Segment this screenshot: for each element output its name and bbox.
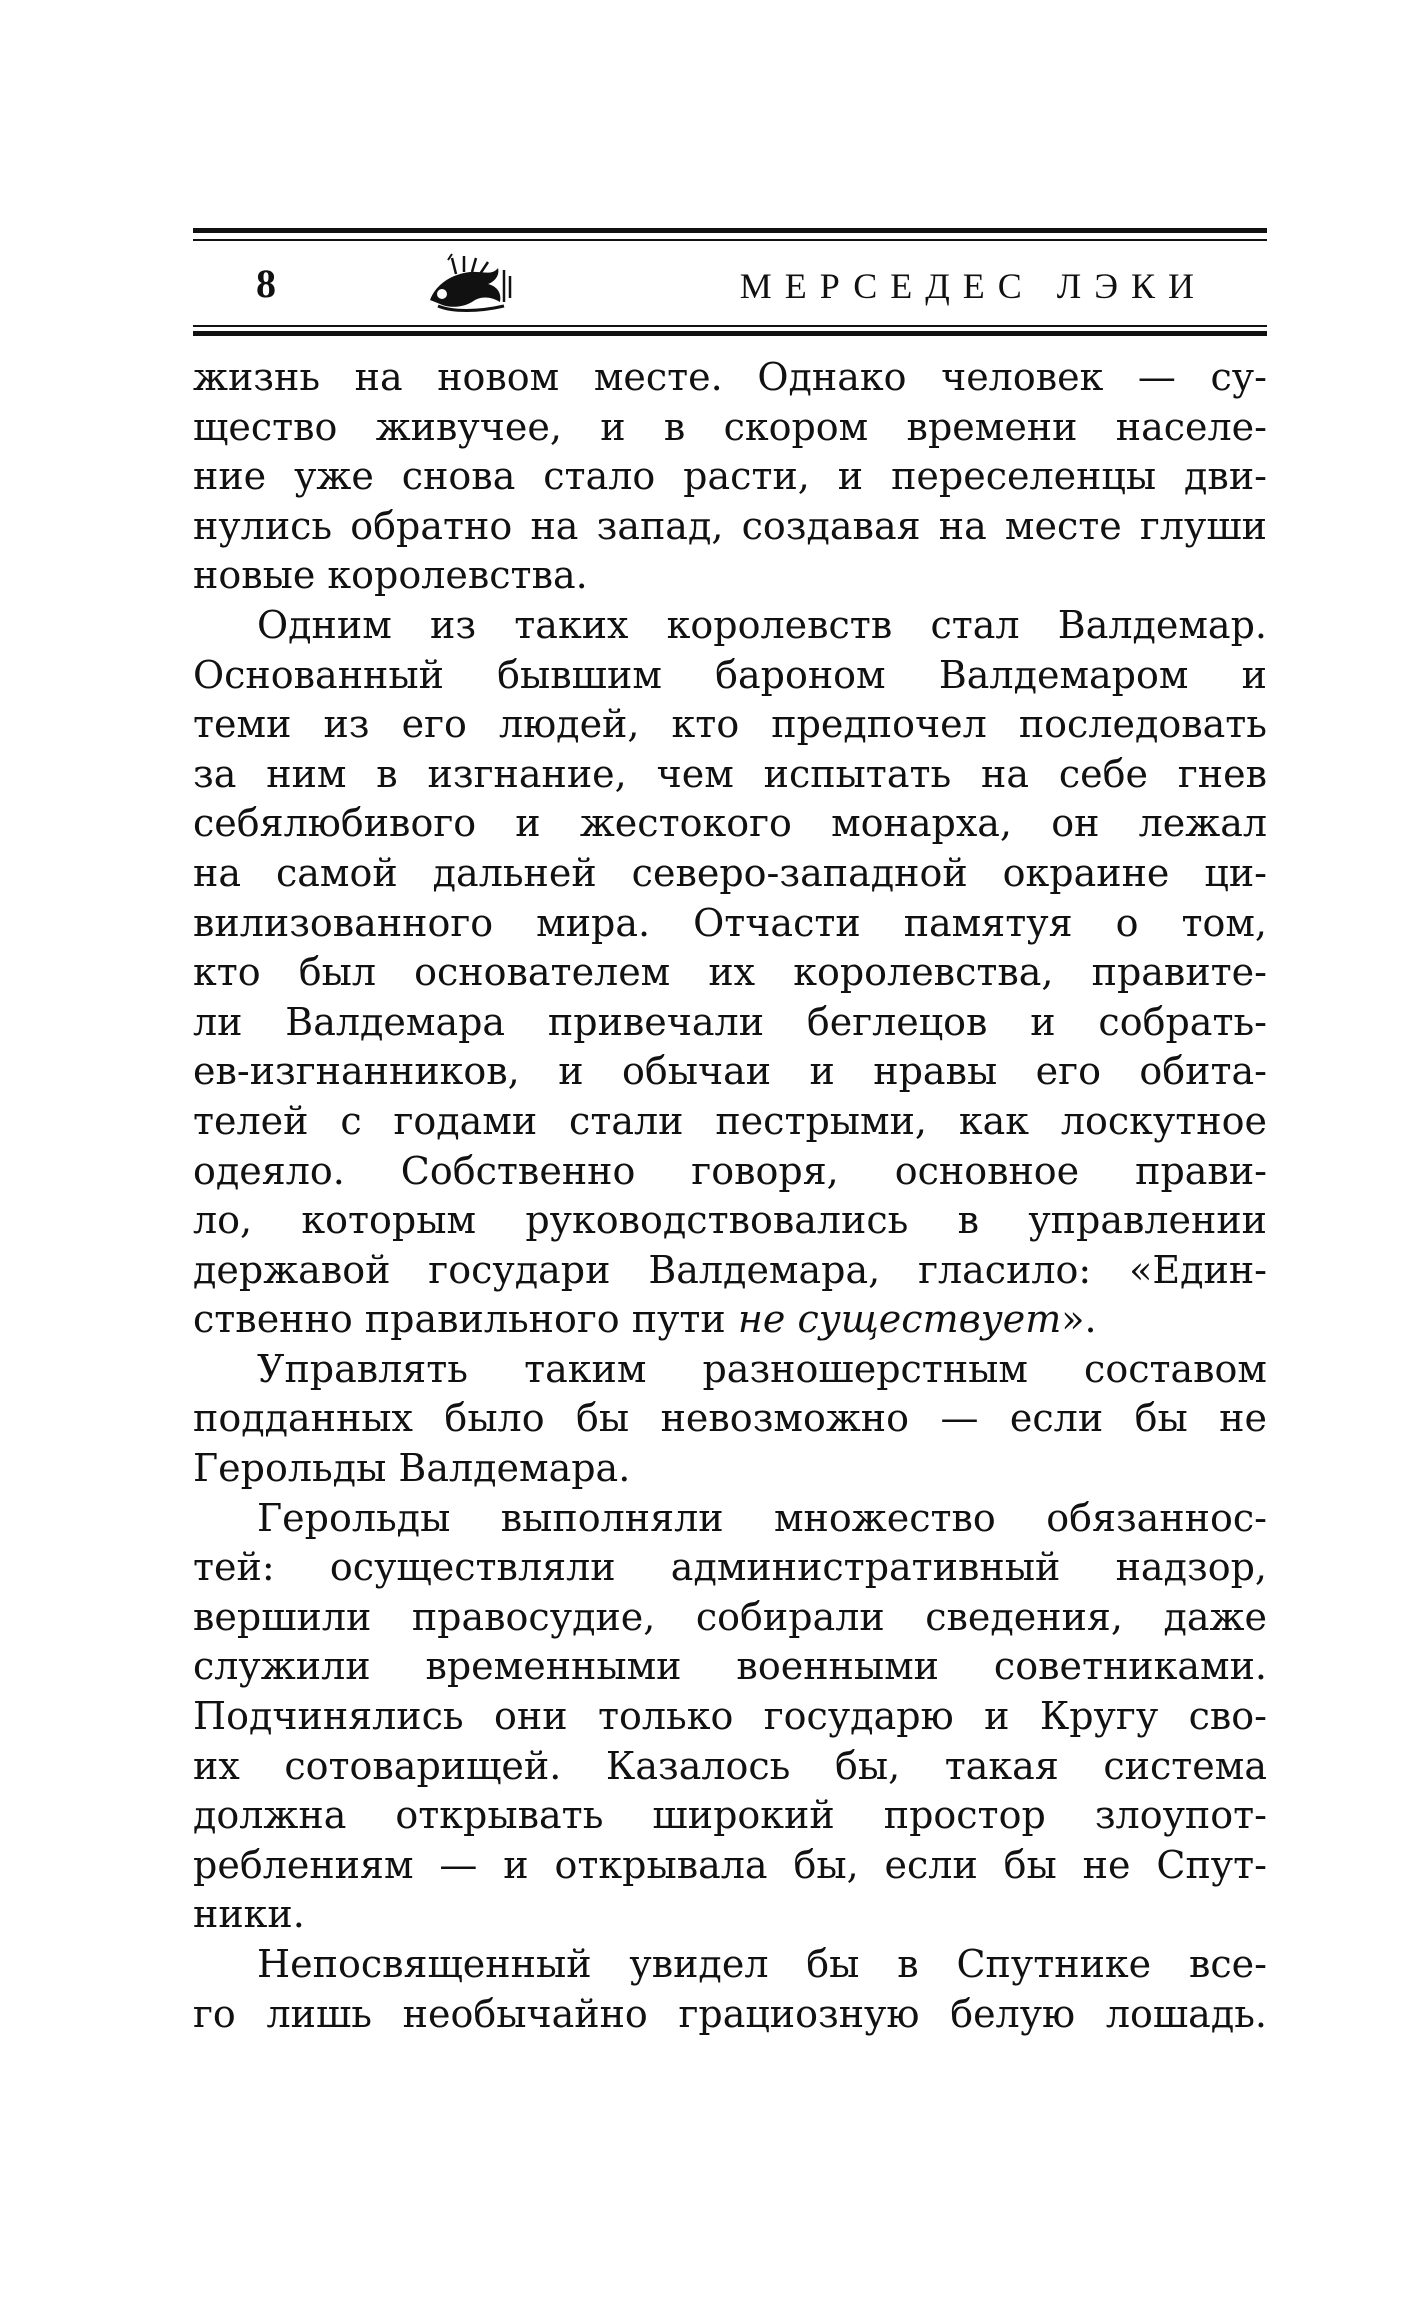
book-page [193, 228, 1267, 2128]
text-line: ли Валдемара привечали беглецов и собрать- [193, 999, 1267, 1044]
text-segment: ». [1061, 1297, 1097, 1342]
text-line: нулись обратно на запад, создавая на месте глуши [193, 503, 1267, 548]
text-line: себялюбивого и жестокого монарха, он лежал [193, 801, 1267, 846]
page-number: 8 [256, 261, 276, 306]
header-rule-top-thin [193, 239, 1267, 241]
paragraph-2 [193, 601, 1267, 1345]
text-line: Управлять таким разношерстным составом [257, 1346, 1267, 1391]
text-line: кто был основателем их королевства, правите- [193, 950, 1267, 995]
paragraph-3 [193, 1345, 1267, 1494]
text-line [193, 1295, 1267, 1345]
header-rule-bottom-thick [193, 331, 1267, 336]
text-line: ние уже снова стало расти, и переселенцы дви- [193, 454, 1267, 499]
paragraph-4 [193, 1494, 1267, 1940]
text-line: Непосвященный увидел бы в Спутнике все- [257, 1942, 1267, 1986]
text-line: ники. [193, 1892, 305, 1937]
header-rule-bottom-thin [193, 325, 1267, 327]
text-segment: ственно правильного пути [193, 1297, 738, 1342]
text-line: го лишь необычайно грациозную белую лошадь. [193, 1991, 1267, 2036]
text-line: тей: осуществляли административный надзор, [193, 1545, 1267, 1590]
text-line: Одним из таких королевств стал Валдемар. [257, 602, 1267, 647]
text-line: державой государи Валдемара, гласило: «Един- [193, 1247, 1267, 1292]
text-line: служили временными военными советниками. [193, 1644, 1267, 1689]
text-line: новые королевства. [193, 553, 588, 598]
text-line: Герольды Валдемара. [193, 1446, 631, 1491]
text-line: должна открывать широкий простор злоупот- [193, 1793, 1267, 1838]
text-line: щество живучее, и в скором времени населе- [193, 404, 1267, 449]
paragraph-5 [193, 1940, 1267, 2039]
body-text [193, 353, 1267, 2039]
text-line: ев-изгнанников, и обычаи и нравы его обита- [193, 1049, 1267, 1094]
text-line: одеяло. Собственно говоря, основное прави- [193, 1148, 1267, 1193]
paragraph-1 [193, 353, 1267, 601]
text-line: теми из его людей, кто предпочел последовать [193, 702, 1267, 747]
running-head [193, 254, 1267, 316]
text-line: ло, которым руководствовались в управлении [193, 1198, 1267, 1243]
text-line: их сотоварищей. Казалось бы, такая система [193, 1743, 1267, 1788]
text-line: жизнь на новом месте. Однако человек — су- [193, 355, 1267, 399]
text-line: вершили правосудие, собирали сведения, даже [193, 1594, 1267, 1639]
italic-emphasis: не существует [737, 1297, 1062, 1342]
text-line: реблениям — и открывала бы, если бы не Спут- [193, 1842, 1267, 1887]
text-line: телей с годами стали пестрыми, как лоскутное [193, 1098, 1267, 1143]
text-line: за ним в изгнание, чем испытать на себе гнев [193, 751, 1267, 796]
header-rule-top-thick [193, 228, 1267, 233]
running-head-author: МЕРСЕДЕС ЛЭКИ [739, 266, 1207, 306]
text-line: вилизованного мира. Отчасти памятуя о том, [193, 900, 1267, 945]
decorative-dragon-icon [418, 250, 518, 318]
text-line: Герольды выполняли множество обязаннос- [257, 1495, 1267, 1540]
text-line: Подчинялись они только государю и Кругу сво- [193, 1694, 1267, 1739]
text-line: на самой дальней северо-западной окраине ци- [193, 850, 1267, 895]
text-line: подданных было бы невозможно — если бы не [193, 1396, 1267, 1441]
text-line: Основанный бывшим бароном Валдемаром и [193, 652, 1267, 697]
